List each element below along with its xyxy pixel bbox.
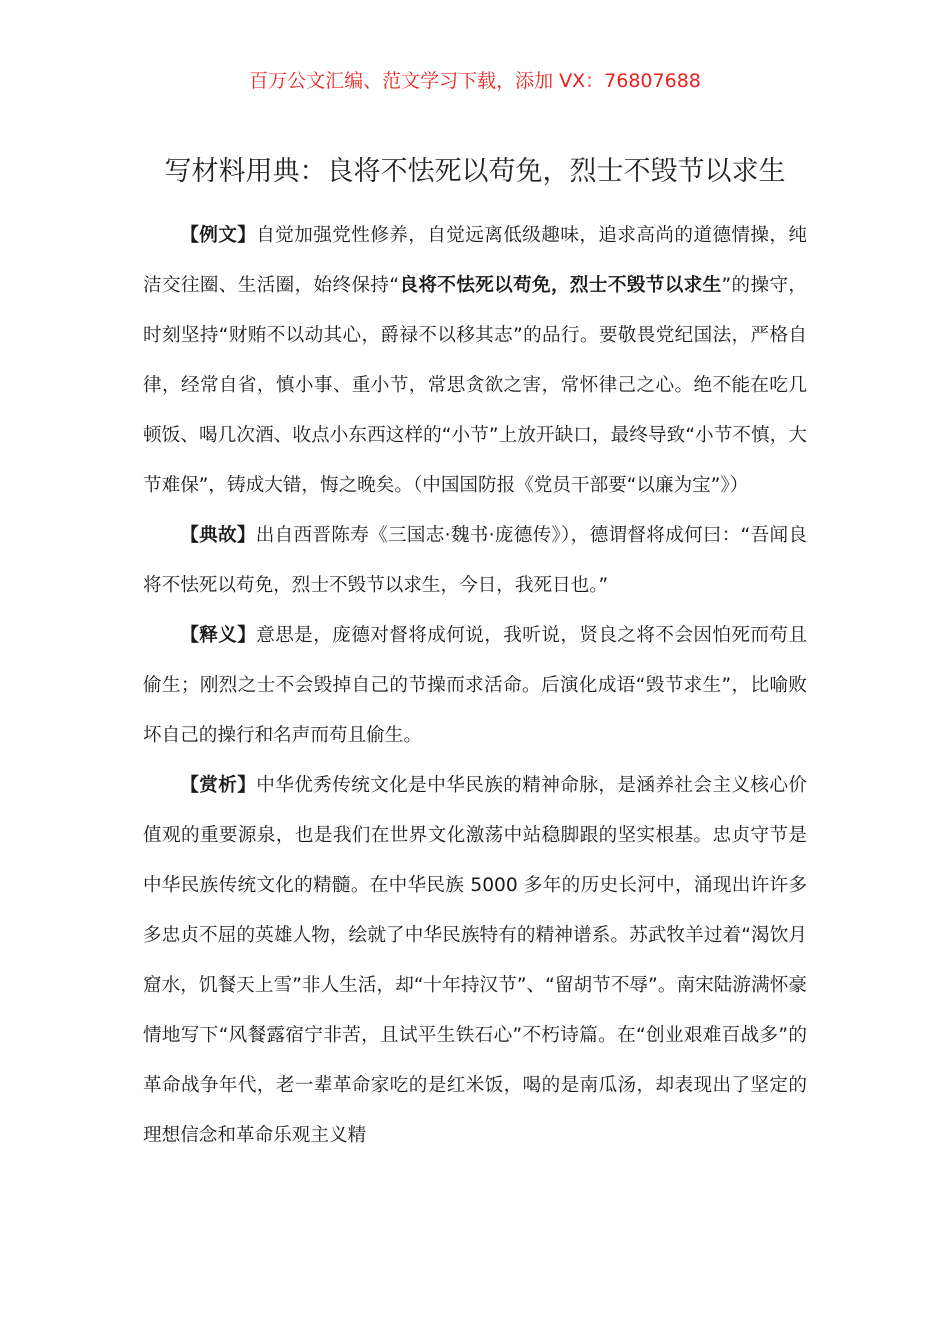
page-header-watermark: 百万公文汇编、范文学习下载，添加 VX：76807688 [249, 70, 701, 92]
label-example: 【例文】 [180, 225, 257, 246]
paragraph-example [143, 211, 807, 511]
meaning-text: 意思是，庞德对督将成何说，我听说，贤良之将不会因怕死而苟且偷生；刚烈之士不会毁掉自己的节操而求活命。后演化成语“毁节求生”，比喻败坏自己的操行和名声而苟且偷生。 [143, 625, 807, 746]
label-allusion: 【典故】 [180, 525, 256, 546]
example-quote-bold: 良将不怯死以苟免，烈士不毁节以求生 [399, 275, 722, 296]
label-meaning: 【释义】 [180, 625, 257, 646]
page-title: 写材料用典：良将不怯死以苟免，烈士不毁节以求生 [164, 156, 786, 187]
paragraph-meaning [143, 611, 807, 761]
article-body [143, 211, 807, 1161]
paragraph-allusion [143, 511, 807, 611]
label-analysis: 【赏析】 [180, 775, 257, 796]
example-text-b: ”的操守，时刻坚持“财贿不以动其心，爵禄不以移其志”的品行。要敬畏党纪国法，严格自律，经常自省，慎小事、重小节，常思贪欲之害，常怀律己之心。绝不能在吃几顿饭、喝几次酒、收点小东西这样的“小节”上放开缺口，最终导致“小节不慎，大节难保”，铸成大错，悔之晚矣。（中国国防报《党员干部要“以廉为宝”》） [143, 275, 807, 496]
allusion-text: 出自西晋陈寿《三国志·魏书·庞德传》），德谓督将成何曰：“吾闻良将不怯死以苟免，烈士不毁节以求生，今日，我死日也。” [143, 525, 807, 596]
analysis-text: 中华优秀传统文化是中华民族的精神命脉，是涵养社会主义核心价值观的重要源泉，也是我们在世界文化激荡中站稳脚跟的坚实根基。忠贞守节是中华民族传统文化的精髓。在中华民族 5000 多年的历史长河中，涌现出许许多多忠贞不屈的英雄人物，绘就了中华民族特有的精神谱系。苏武牧羊过着“渴饮月窟水，饥餐天上雪”非人生活，却“十年持汉节”、“留胡节不辱”。南宋陆游满怀豪情地写下“风餐露宿宁非苦，且试平生铁石心”不朽诗篇。在“创业艰难百战多”的革命战争年代，老一辈革命家吃的是红米饭，喝的是南瓜汤，却表现出了坚定的理想信念和革命乐观主义精 [143, 775, 807, 1146]
paragraph-analysis [143, 761, 807, 1161]
example-text-a: 自觉加强党性修养，自觉远离低级趣味，追求高尚的道德情操，纯洁交往圈、生活圈，始终保持“ [143, 225, 807, 296]
